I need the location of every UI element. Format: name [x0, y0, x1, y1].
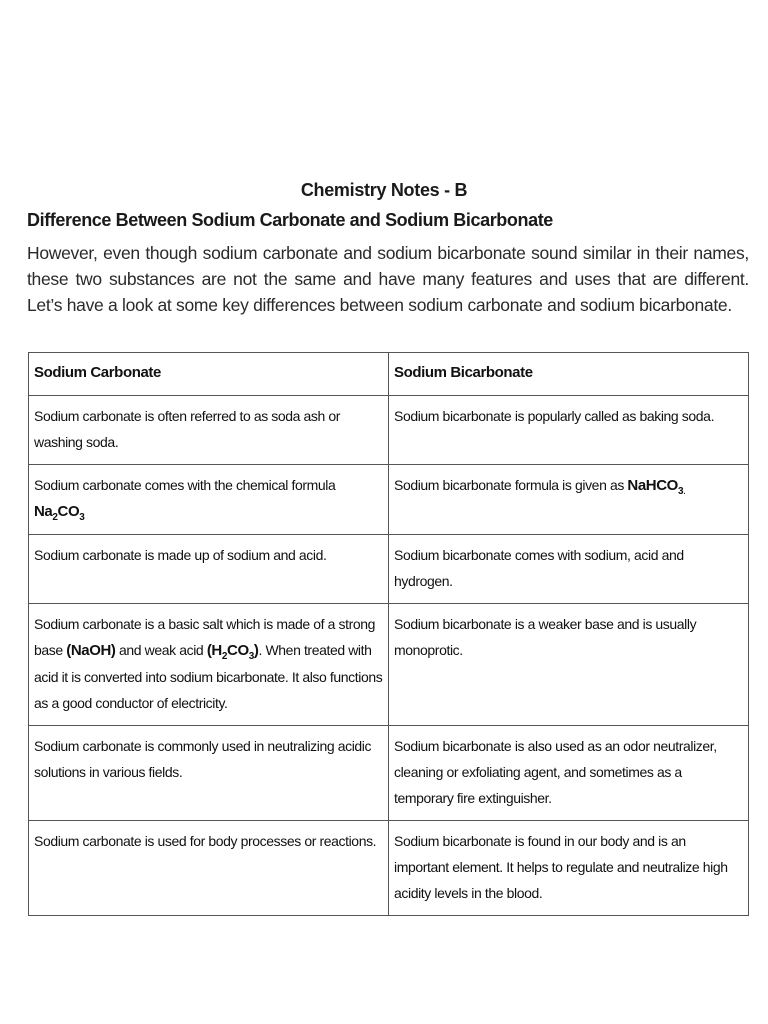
table-row [29, 726, 749, 821]
cell-bicarbonate-body: Sodium bicarbonate is found in our body and is an important element. It helps to regulate and neutralize high acidity levels in the blood. [389, 821, 749, 916]
header-sodium-bicarbonate: Sodium Bicarbonate [389, 353, 749, 396]
comparison-table [28, 352, 749, 916]
table-row [29, 396, 749, 465]
cell-bicarbonate-uses: Sodium bicarbonate is also used as an odor neutralizer, cleaning or exfoliating agent, and sometimes as a temporary fire extinguisher. [389, 726, 749, 821]
bicarbonate-formula [627, 477, 684, 497]
cell-carbonate-body: Sodium carbonate is used for body processes or reactions. [29, 821, 389, 916]
table-row [29, 604, 749, 726]
table-row [29, 535, 749, 604]
carbonate-formula [34, 503, 85, 523]
cell-carbonate-composition: Sodium carbonate is made up of sodium and acid. [29, 535, 389, 604]
table-row [29, 465, 749, 535]
intro-paragraph: However, even though sodium carbonate and sodium bicarbonate sound similar in their names, these two substances are not the same and have many features and uses that are different. Let’s have a look at some key differences between sodium carbonate and sodium bicarbonate. [27, 243, 749, 315]
cell-carbonate-formula [29, 465, 389, 535]
cell-carbonate-properties [29, 604, 389, 726]
formula-trail: . [683, 485, 686, 497]
document-title: Chemistry Notes - B [300, 180, 468, 200]
cell-bicarbonate-composition: Sodium bicarbonate comes with sodium, acid and hydrogen. [389, 535, 749, 604]
cell-carbonate-name: Sodium carbonate is often referred to as soda ash or washing soda. [29, 396, 389, 465]
text-segment: . When treated with acid it is converted into sodium bicarbonate. It also functions as a good conductor of electricity. [34, 642, 383, 711]
formula-part: ) [253, 642, 259, 659]
base-formula: (NaOH) [66, 642, 116, 659]
table-header-row [29, 353, 749, 396]
document-subtitle: Difference Between Sodium Carbonate and Sodium Bicarbonate [27, 210, 553, 230]
cell-bicarbonate-formula [389, 465, 749, 535]
formula-subscript: 3 [79, 512, 85, 523]
formula-part: CO [227, 642, 249, 659]
formula-part: NaHCO [627, 477, 678, 494]
cell-bicarbonate-properties: Sodium bicarbonate is a weaker base and is usually monoprotic. [389, 604, 749, 726]
cell-carbonate-uses: Sodium carbonate is commonly used in neutralizing acidic solutions in various fields. [29, 726, 389, 821]
table-row [29, 821, 749, 916]
formula-subscript: 2 [221, 651, 228, 662]
formula-part: CO [57, 503, 80, 520]
bicarbonate-formula-text: Sodium bicarbonate formula is given as [394, 477, 628, 493]
formula-subscript: 3 [248, 651, 254, 662]
cell-bicarbonate-name: Sodium bicarbonate is popularly called as baking soda. [389, 396, 749, 465]
formula-part: Na [34, 503, 53, 520]
acid-formula [206, 642, 259, 662]
formula-part: (H [206, 642, 222, 659]
text-segment: Sodium carbonate is a basic salt which is made of a strong base [34, 616, 375, 658]
carbonate-formula-text: Sodium carbonate comes with the chemical formula [34, 477, 336, 493]
header-sodium-carbonate: Sodium Carbonate [29, 353, 389, 396]
text-segment: and weak acid [115, 642, 207, 658]
formula-subscript: 3 [677, 486, 684, 497]
formula-subscript: 2 [52, 512, 58, 523]
